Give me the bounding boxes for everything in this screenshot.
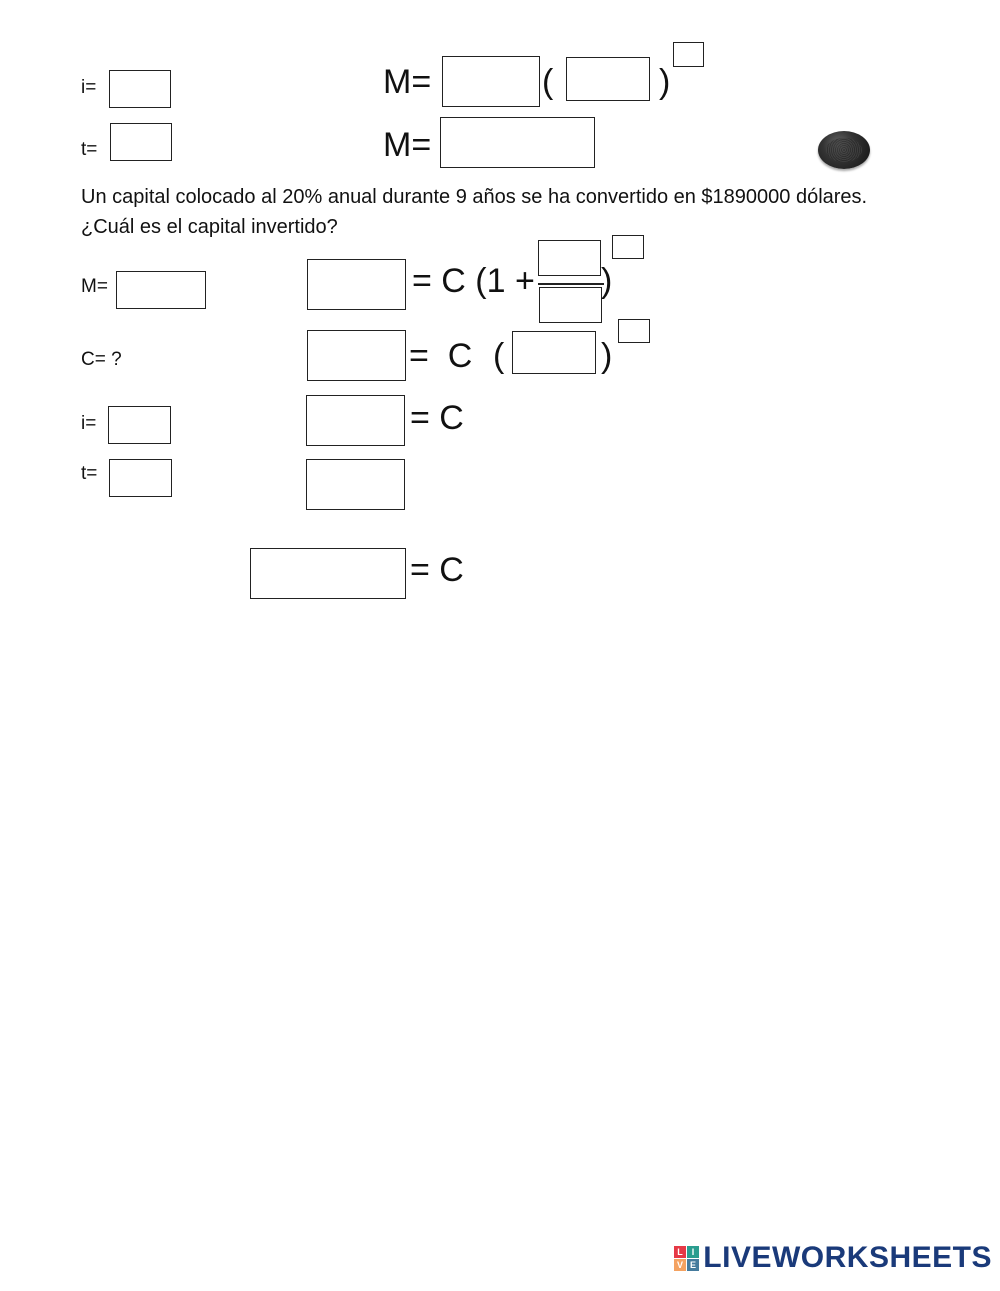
- liveworksheets-logo-text: LIVEWORKSHEETS: [703, 1241, 992, 1274]
- logo-mark-e: E: [687, 1259, 699, 1271]
- eq1-close-paren: ): [601, 262, 613, 300]
- m-label-left: M=: [81, 276, 108, 297]
- m-formula-label: M=: [383, 63, 432, 101]
- problem-line-2: ¿Cuál es el capital invertido?: [81, 216, 338, 238]
- i-input-left[interactable]: [108, 406, 171, 444]
- liveworksheets-logo[interactable]: [674, 1241, 992, 1275]
- eq2-rhs-text: = C: [409, 337, 473, 375]
- t-label-left: t=: [81, 463, 98, 484]
- t-label-top: t=: [81, 139, 98, 160]
- eq2-open-paren: (: [493, 337, 505, 375]
- m-formula-close-paren: ): [659, 63, 671, 101]
- m-formula-base-input[interactable]: [566, 57, 650, 101]
- m-result-input[interactable]: [440, 117, 595, 168]
- logo-mark-l: L: [674, 1246, 686, 1258]
- eq2-close-paren: ): [601, 337, 613, 375]
- problem-line-1: Un capital colocado al 20% anual durante 9 años se ha convertido en $1890000 dólares.: [81, 186, 868, 208]
- m-formula-open-paren: (: [542, 63, 554, 101]
- m-formula-capital-input[interactable]: [442, 56, 540, 107]
- i-input-top[interactable]: [109, 70, 171, 108]
- m-formula-exponent-input[interactable]: [673, 42, 704, 67]
- eq2-m-input[interactable]: [307, 330, 406, 381]
- eq2-exponent-input[interactable]: [618, 319, 650, 343]
- c-label-left: C= ?: [81, 349, 122, 370]
- logo-mark-i: I: [687, 1246, 699, 1258]
- eq1-fraction-bar: [538, 283, 604, 285]
- speaker-icon[interactable]: [818, 131, 870, 169]
- eq1-rhs-text: = C (1 +: [412, 262, 535, 300]
- problem-statement: [81, 182, 961, 242]
- eq5-rhs-text: = C: [410, 551, 464, 589]
- liveworksheets-logo-mark-icon: [674, 1246, 699, 1271]
- eq3-numerator-input[interactable]: [306, 395, 405, 446]
- eq5-c-result-input[interactable]: [250, 548, 406, 599]
- eq1-exponent-input[interactable]: [612, 235, 644, 259]
- logo-mark-v: V: [674, 1259, 686, 1271]
- eq3-rhs-text: = C: [410, 399, 464, 437]
- eq1-m-input[interactable]: [307, 259, 406, 310]
- t-input-left[interactable]: [109, 459, 172, 497]
- m-result-label: M=: [383, 126, 432, 164]
- m-input-left[interactable]: [116, 271, 206, 309]
- i-label-top: i=: [81, 77, 97, 98]
- eq2-base-input[interactable]: [512, 331, 596, 374]
- i-label-left: i=: [81, 413, 97, 434]
- eq1-denominator-input[interactable]: [539, 287, 602, 323]
- eq1-numerator-input[interactable]: [538, 240, 601, 276]
- t-input-top[interactable]: [110, 123, 172, 161]
- eq4-denominator-input[interactable]: [306, 459, 405, 510]
